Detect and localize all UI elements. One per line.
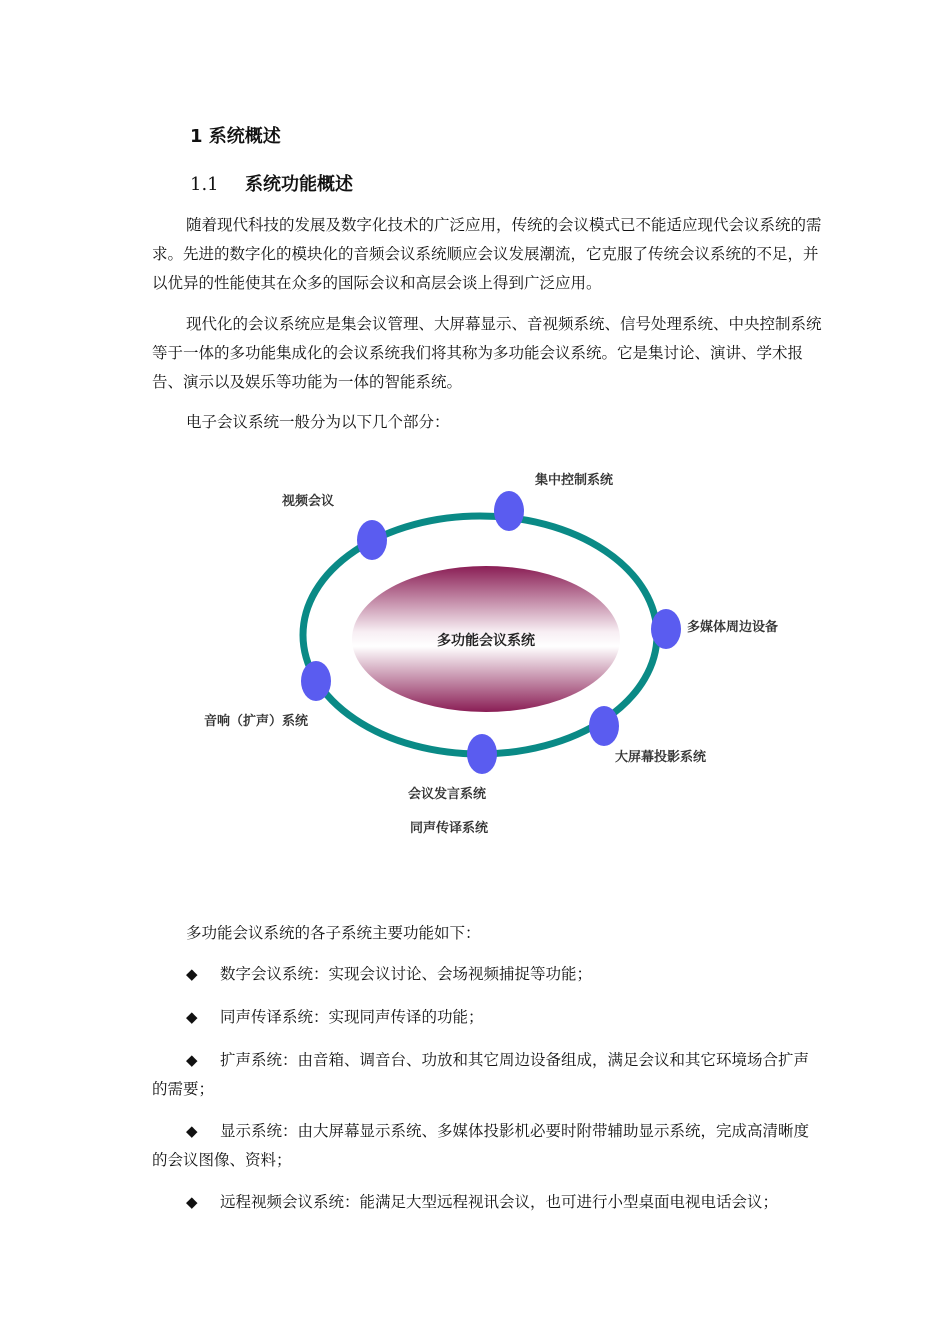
bullet-item <box>152 1117 824 1175</box>
label-interpret: 同声传译系统 <box>410 821 489 836</box>
bullet-text: 显示系统：由大屏幕显示系统、多媒体投影机必要时附带辅助显示系统，完成高清晰度的会议图像、资料； <box>152 1122 810 1169</box>
node-central <box>494 491 524 531</box>
diamond-bullet-icon: ◆ <box>186 965 198 983</box>
bullet-text: 远程视频会议系统：能满足大型远程视讯会议，也可进行小型桌面电视电话会议； <box>220 1193 779 1211</box>
system-diagram <box>190 455 830 855</box>
diamond-bullet-icon: ◆ <box>186 1008 198 1026</box>
heading-2-number: 1.1 <box>190 174 219 195</box>
label-multimedia: 多媒体周边设备 <box>687 620 779 635</box>
intro-line: 多功能会议系统的各子系统主要功能如下： <box>186 924 481 942</box>
node-audio <box>301 661 331 701</box>
bullet-text: 数字会议系统：实现会议讨论、会场视频捕捉等功能； <box>220 965 593 983</box>
heading-1: 1 系统概述 <box>190 126 281 147</box>
bullet-text: 同声传译系统：实现同声传译的功能； <box>220 1008 484 1026</box>
label-video: 视频会议 <box>282 494 335 509</box>
heading-2 <box>190 170 353 196</box>
node-projection <box>589 706 619 746</box>
node-speech <box>467 734 497 774</box>
label-projection: 大屏幕投影系统 <box>615 750 707 765</box>
bullet-item <box>152 960 824 989</box>
label-central: 集中控制系统 <box>535 473 614 488</box>
paragraph-3: 电子会议系统一般分为以下几个部分： <box>186 413 450 431</box>
bullet-text: 扩声系统：由音箱、调音台、功放和其它周边设备组成，满足会议和其它环境场合扩声的需要； <box>152 1051 810 1098</box>
bullet-item <box>152 1046 824 1104</box>
diamond-bullet-icon: ◆ <box>186 1122 198 1140</box>
paragraph-1: 随着现代科技的发展及数字化技术的广泛应用，传统的会议模式已不能适应现代会议系统的需求。先进的数字化的模块化的音频会议系统顺应会议发展潮流，它克服了传统会议系统的不足，并以优异的性能使其在众多的国际会议和高层会谈上得到广泛应用。 <box>152 216 822 292</box>
label-audio: 音响（扩声）系统 <box>204 714 309 729</box>
paragraph-2: 现代化的会议系统应是集会议管理、大屏幕显示、音视频系统、信号处理系统、中央控制系统等于一体的多功能集成化的会议系统我们将其称为多功能会议系统。它是集讨论、演讲、学术报告、演示以及娱乐等功能为一体的智能系统。 <box>152 315 822 391</box>
label-speech: 会议发言系统 <box>408 787 487 802</box>
diamond-bullet-icon: ◆ <box>186 1051 198 1069</box>
heading-2-title: 系统功能概述 <box>245 174 353 195</box>
system-diagram-svg <box>190 455 830 855</box>
node-video <box>357 520 387 560</box>
diamond-bullet-icon: ◆ <box>186 1193 198 1211</box>
node-multimedia <box>651 609 681 649</box>
bullet-item <box>152 1003 824 1032</box>
center-label: 多功能会议系统 <box>437 633 535 649</box>
bullet-item <box>152 1188 824 1217</box>
